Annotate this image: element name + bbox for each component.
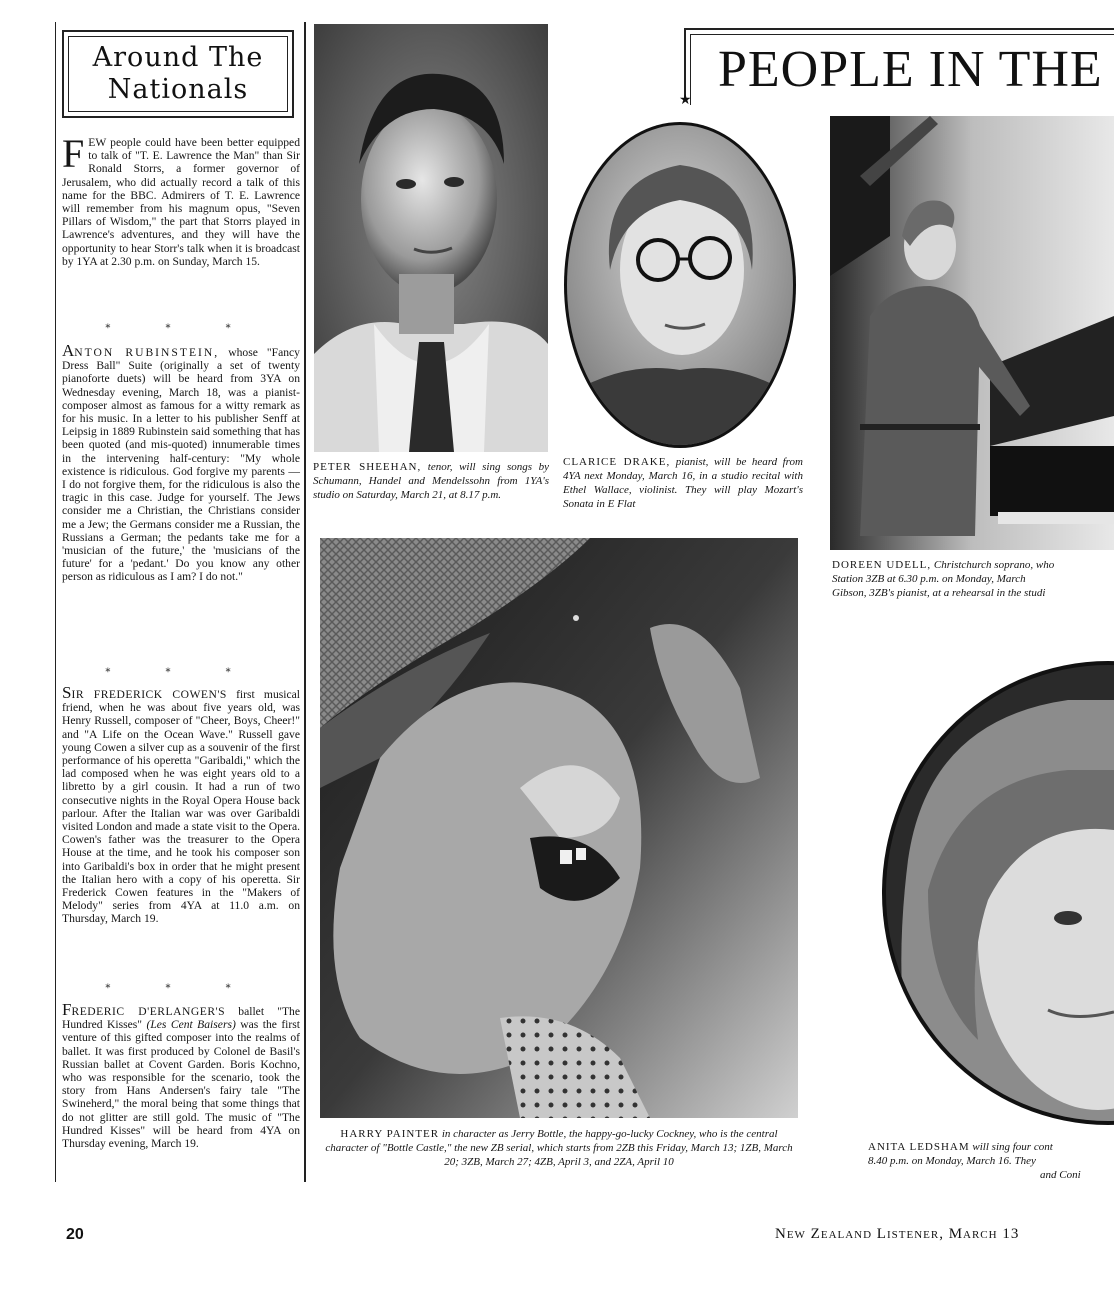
caption-text: Gibson, 3ZB's pianist, at a rehearsal in the studi	[832, 587, 1046, 599]
photo-clarice-drake	[560, 120, 800, 450]
caption-name: ANITA LEDSHAM	[868, 1141, 970, 1153]
caption-text: tenor, will sing songs by Schumann, Handel and Mendelssohn from 1YA's studio on Saturday, March 21, at 8.17 p.m.	[313, 461, 549, 501]
caption-harry-painter	[318, 1127, 800, 1169]
caption-peter-sheehan	[313, 460, 549, 502]
separator: * * *	[105, 667, 257, 678]
article-rubinstein	[62, 341, 300, 584]
caption-text: Christchurch soprano, who	[931, 559, 1055, 571]
caption-text: pianist, will be heard from 4YA next Monday, March 16, in a studio recital with Ethel Wallace, violinist. They will play Mozart's Sonata in E Flat	[563, 456, 803, 510]
woman-at-piano-image	[830, 116, 1114, 550]
article-text: was the first venture of this gifted composer into the realms of ballet. It was first produced by Colonel de Basil's Russian ballet at Covent Garden. Boris Kochno, who was responsible for the scenario, took the story from Hans Andersen's fairy tale "The Swineherd," the moral being that some things that do not glitter are still gold. The music of "The Hundred Kisses" will be heard from 4YA on Thursday evening, March 19.	[62, 1018, 300, 1151]
article-cowen	[62, 683, 300, 926]
caption-text: and Coni	[1040, 1169, 1081, 1181]
separator: * * *	[105, 983, 257, 994]
star-icon: ★	[679, 92, 692, 108]
article-italic-text: (Les Cent Baisers)	[146, 1018, 236, 1032]
article-text: ballet "The Hundred Kisses"	[62, 1005, 300, 1032]
column-title	[93, 42, 264, 106]
column-rule-left	[55, 22, 56, 1182]
article-derlanger	[62, 1000, 300, 1151]
portrait-woman-oval-image	[868, 660, 1114, 1126]
photo-doreen-udell	[830, 116, 1114, 550]
dropcap: F	[62, 1000, 72, 1019]
caption-name: PETER SHEEHAN,	[313, 461, 422, 473]
photo-harry-painter	[320, 538, 798, 1118]
caption-clarice-drake	[563, 455, 803, 511]
caption-text: will sing four cont	[969, 1141, 1053, 1153]
caption-name: HARRY PAINTER	[340, 1128, 440, 1140]
column-title-line2: Nationals	[107, 74, 249, 105]
article-lead: IR FREDERICK COWEN'S	[71, 688, 227, 701]
column-title-box	[62, 30, 294, 118]
caption-text: in character as Jerry Bottle, the happy-go-lucky Cockney, who is the central character of "Bottle Castle," the new ZB serial, which starts from 2ZB this Friday, March 13; 1ZB, March 20; 3ZB, March 27; 4ZB, April 3, and 2ZA, April 10	[325, 1128, 793, 1168]
separator: * * *	[105, 323, 257, 334]
caption-name: CLARICE DRAKE,	[563, 456, 671, 468]
page-number: 20	[66, 1226, 84, 1243]
article-text: first musical friend, when he was about five years old, was Henry Russell, composer of "Cheer, Boys, Cheer!" and "A Life on the Ocean Wave." Russell gave young Cowen a silver cup as a souvenir of the first performance of his operetta "Garibaldi," which the lad composed when he was eight years old to a libretto by a girl cousin. It had a run of two consecutive nights in the Royal Opera House back parlour. After the Italian war was over Garibaldi visited London and made a state visit to the Opera. Cowen's father was the treasurer to the Opera House at the time, and he took his composer son into Garibaldi's box in order that he might present the Italian hero with a copy of his operetta. Sir Frederick Cowen features in the "Makers of Melody" series from 4YA at 11.0 a.m. on Thursday, March 19.	[62, 688, 300, 926]
portrait-man-laughing-image	[320, 538, 798, 1118]
column-rule-right	[304, 22, 306, 1182]
photo-anita-ledsham	[868, 660, 1114, 1126]
column-title-line1: Around The	[92, 42, 264, 73]
caption-doreen-udell	[832, 558, 1114, 600]
caption-name: DOREEN UDELL,	[832, 559, 932, 571]
dropcap: F	[62, 131, 85, 176]
caption-text: 8.40 p.m. on Monday, March 16. They	[868, 1155, 1036, 1167]
headline: PEOPLE IN THE	[718, 41, 1103, 98]
publication-footer: New Zealand Listener, March 13	[775, 1226, 1020, 1242]
caption-anita-ledsham	[868, 1140, 1114, 1182]
portrait-man-image	[314, 24, 548, 452]
article-storrs	[62, 131, 300, 268]
dropcap: A	[62, 341, 75, 360]
dropcap: S	[62, 683, 72, 702]
article-text: whose "Fancy Dress Ball" Suite (originally a set of twenty pianoforte duets) will be heard from 3YA on Wednesday evening, March 18, was a pianist-composer almost as famous for a witty remark as for his music. In a letter to his publisher Senff at Leipsig in 1889 Rubinstein said something that has been quoted (and mis-quoted) innumerable times in the intervening half-century: "My whole existence is ridiculous. God forgive my parents — I do not forgive them, for the ridiculous is also the tragic in this case. Judge for yourself. The Jews consider me a Christian, the Christians consider me a Jew; the Germans consider me a Russian, the Russians a German; the pedants take me for a 'musician of the future,' the 'musicians of the future' for a 'pedant.' Do you know any other person as ridiculous as I am? I do not."	[62, 346, 300, 584]
portrait-woman-oval-image	[560, 120, 800, 450]
article-lead: REDERIC D'ERLANGER'S	[71, 1005, 226, 1018]
caption-text: Station 3ZB at 6.30 p.m. on Monday, March	[832, 573, 1026, 585]
article-lead: NTON RUBINSTEIN,	[74, 346, 220, 359]
article-text: EW people could have been better equipped to talk of "T. E. Lawrence the Man" than Sir Ronald Storrs, a former governor of Jerusalem, who did actually record a talk of this name for the BBC. Admirers of T. E. Lawrence will remember from his magnum opus, "Seven Pillars of Wisdom," the part that Storrs played in Lawrence's adventures, and they will have the opportunity to hear Storr's talk when it is broadcast by 1YA at 2.30 p.m. on Sunday, March 15.	[62, 136, 300, 268]
photo-peter-sheehan	[314, 24, 548, 452]
